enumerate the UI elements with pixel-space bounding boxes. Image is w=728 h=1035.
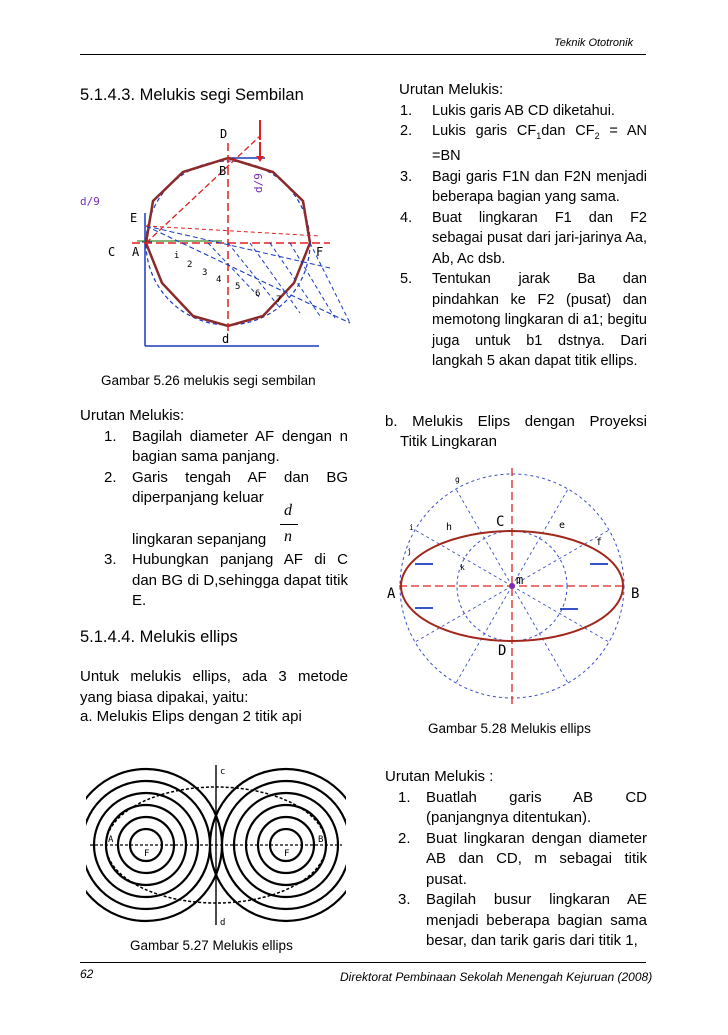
figure-caption-5-26: Gambar 5.26 melukis segi sembilan [101,373,316,388]
fraction-numerator: d [284,502,292,519]
right-steps-2-title: Urutan Melukis : [385,768,494,785]
right-steps-2 [385,767,647,952]
list-item: 2. Lukis garis $CF_1dan$ $CF_2$ = AN =BN [400,123,647,165]
fig28-label-i: i [409,523,414,532]
fig26-label-c: C [108,245,116,259]
fig28-label-e: e [559,520,566,531]
fig27-label-d: d [220,918,226,928]
fig28-label-h: h [446,522,453,533]
figure-caption-5-28: Gambar 5.28 Melukis ellips [428,721,591,736]
fig26-label-d9: d/9 [80,195,100,208]
fig26-div-5: 5 [235,282,241,292]
fig26-label-d9-vertical: d/9 [252,173,265,193]
footer-rule [80,962,646,963]
right-steps-list [400,101,647,372]
ellipse-intro: Untuk melukis ellips, ada 3 metode yang biasa dipakai, yaitu: [80,668,348,706]
fig28-label-d: D [498,643,507,659]
fig26-label-d-top: D [220,127,228,141]
left-steps-list [104,427,348,612]
fig27-label-a: A [108,835,114,845]
list-item: 2. Buat lingkaran dengan diameter AB dan CD, m sebagai titik pusat. [398,829,647,888]
fig27-label-b: B [318,835,324,845]
fig26-label-a: A [132,245,140,259]
right-steps-title: Urutan Melukis: [399,81,504,98]
list-item: 5. Tentukan jarak Ba dan pindahkan ke F2 (pusat) dan memotong lingkaran di a1; begitu juga untuk b1 dstnya. Dari langkah 5 akan dapat titik ellips. [400,271,647,370]
fig28-label-m: m [516,573,524,587]
right-steps [385,80,647,372]
right-steps-2-list [398,788,647,952]
running-header: Teknik Ototronik [554,37,634,49]
fig26-label-e: E [130,211,138,225]
fig26-div-1: i [174,251,180,261]
fig26-label-d-bottom: d [222,332,230,346]
fig27-label-f2: F [284,849,290,859]
fig26-div-6: 6 [255,289,261,299]
fig28-label-b: B [631,586,640,602]
fig27-label-f1: F [144,849,150,859]
left-steps-title: Urutan Melukis: [80,407,185,424]
fig27-label-c: c [220,767,226,777]
left-steps [80,406,348,612]
section-heading-ellipse: 5.1.4.4. Melukis ellips [80,628,238,646]
list-item: 3. Bagilah busur lingkaran AE menjadi beberapa bagian sama besar, dan tarik garis dari titik 1, [398,891,647,949]
list-item: 3. Hubungkan panjang AF di C dan BG di D,sehingga dapat titik E. [104,551,348,609]
fig26-div-7: 7 [276,295,282,305]
fig28-label-g: g [455,475,460,484]
figure-ellipse-projection [385,468,647,710]
fig28-label-f: f [596,537,603,548]
figure-caption-5-27: Gambar 5.27 Melukis ellips [130,938,293,953]
list-item: 2. Garis tengah AF dan BG diperpanjang keluar [104,468,348,506]
method-b: b. Melukis Elips dengan Proyeksi [385,413,647,430]
list-item: 4. Buat lingkaran F1 dan F2 sebagai pusat dari jari-jarinya Aa, Ab, Ac dsb. [400,209,647,267]
fig28-center-point [509,583,515,589]
fig26-label-f: F [316,245,324,259]
list-item: 1. Buatlah garis AB CD (panjangnya ditentukan). [398,788,647,826]
list-item: 1. Lukis garis AB CD diketahui. [400,102,615,119]
page-number: 62 [80,967,94,981]
fig28-label-j: j [407,547,412,556]
list-item: lingkaran sepanjang [132,530,267,548]
fig26-div-3: 3 [202,268,208,278]
fig28-label-k: k [460,563,465,572]
fig26-label-b: B [219,164,227,178]
fig28-label-c: C [496,514,505,530]
fraction-bar [280,524,298,525]
list-item: 3. Bagi garis F1N dan F2N menjadi beberapa bagian yang sama. [400,168,647,206]
fig26-div-4: 4 [216,275,222,285]
fig26-div-2: 2 [187,260,193,270]
header-rule [80,54,646,55]
section-heading-nonagon: 5.1.4.3. Melukis segi Sembilan [80,86,304,104]
footer-publisher: Direktorat Pembinaan Sekolah Menengah Kejuruan (2008) [340,970,653,984]
method-a: a. Melukis Elips dengan 2 titik api [80,708,302,725]
figure-ellipse-foci [86,760,346,930]
list-item: 1. Bagilah diameter AF dengan n bagian sama panjang. [104,427,348,465]
method-b-line2: Titik Lingkaran [400,433,497,450]
fraction-denominator: n [284,528,292,545]
figure-nonagon [80,118,355,370]
fig28-label-a: A [387,586,396,602]
